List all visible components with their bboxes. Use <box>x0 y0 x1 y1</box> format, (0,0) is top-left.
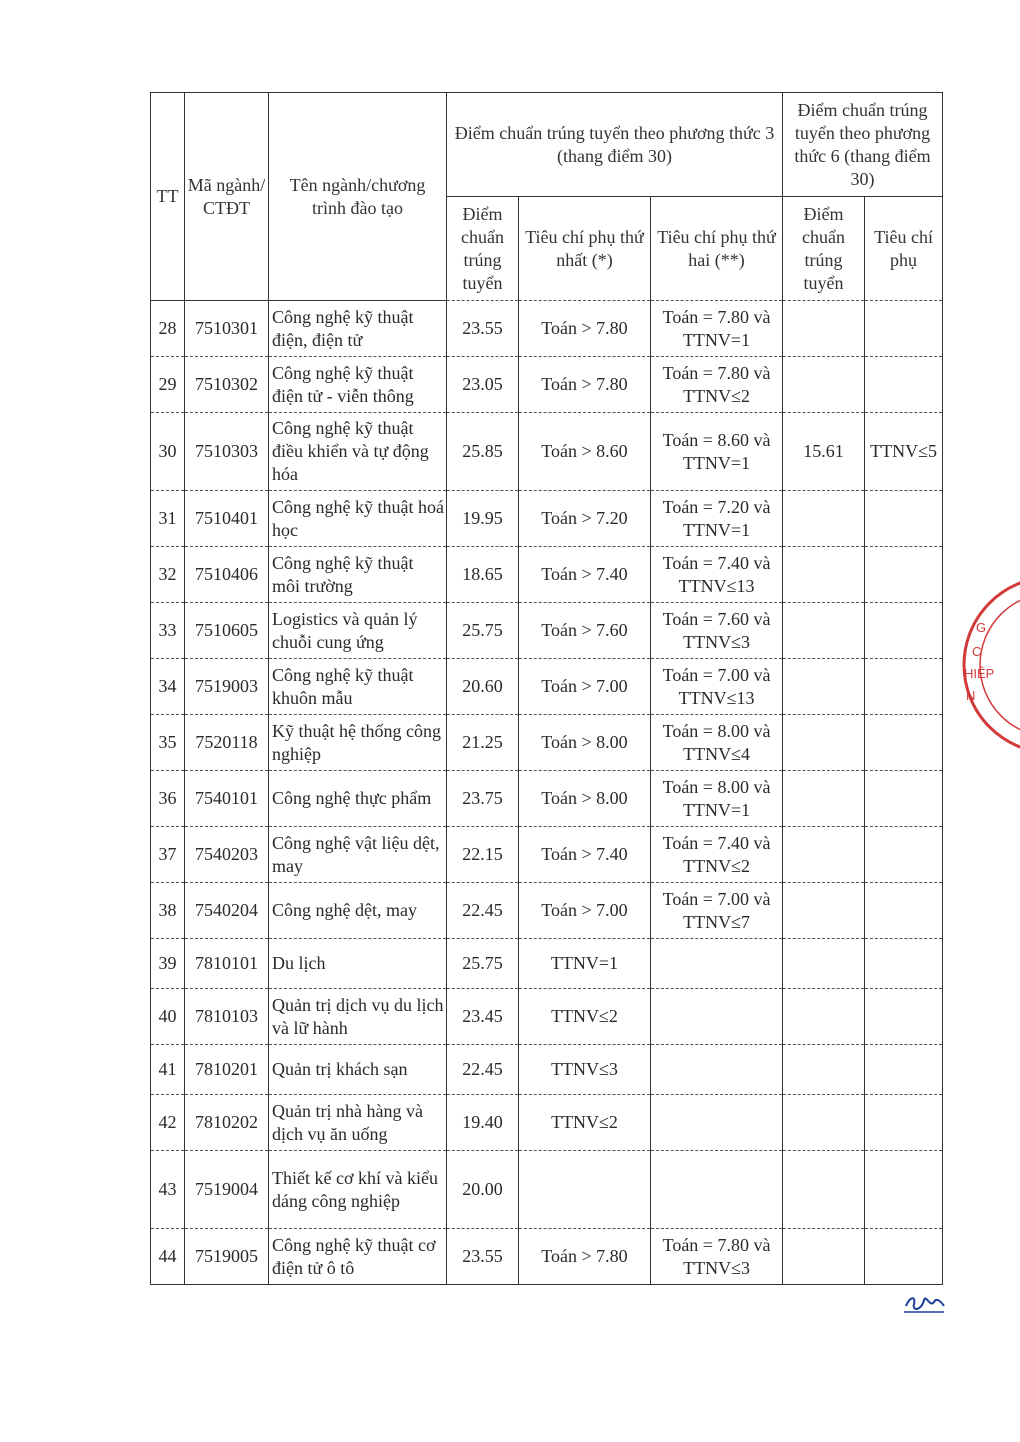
row-criterion-2: Toán = 8.60 và TTNV=1 <box>651 413 783 491</box>
row-criterion-2: Toán = 8.00 và TTNV≤4 <box>651 715 783 771</box>
row-code: 7510302 <box>185 357 269 413</box>
row-score-method6 <box>783 1229 865 1285</box>
row-criterion-method6 <box>865 1151 943 1229</box>
row-score-method6 <box>783 939 865 989</box>
red-seal-stamp <box>962 570 1020 760</box>
row-criterion-2: Toán = 7.40 và TTNV≤2 <box>651 827 783 883</box>
row-tt: 34 <box>151 659 185 715</box>
row-tt: 41 <box>151 1045 185 1095</box>
row-tt: 35 <box>151 715 185 771</box>
row-criterion-method6 <box>865 1045 943 1095</box>
row-criterion-method6 <box>865 1095 943 1151</box>
row-score-method6 <box>783 715 865 771</box>
row-tt: 30 <box>151 413 185 491</box>
row-score-method6: 15.61 <box>783 413 865 491</box>
row-score-method3: 23.05 <box>447 357 519 413</box>
row-criterion-method6 <box>865 1229 943 1285</box>
row-name: Công nghệ vật liệu dệt, may <box>269 827 447 883</box>
row-criterion-2 <box>651 939 783 989</box>
row-criterion-1: Toán > 7.80 <box>519 357 651 413</box>
row-score-method3: 20.00 <box>447 1151 519 1229</box>
signature-mark-icon <box>900 1290 948 1316</box>
row-tt: 37 <box>151 827 185 883</box>
row-criterion-1: Toán > 7.00 <box>519 659 651 715</box>
row-score-method6 <box>783 1151 865 1229</box>
header-code: Mã ngành/ CTĐT <box>185 93 269 301</box>
row-score-method6 <box>783 1045 865 1095</box>
row-code: 7540203 <box>185 827 269 883</box>
row-score-method3: 22.15 <box>447 827 519 883</box>
row-score-method3: 19.95 <box>447 491 519 547</box>
row-tt: 32 <box>151 547 185 603</box>
table-row <box>151 989 943 1045</box>
row-code: 7510301 <box>185 301 269 357</box>
row-criterion-1: Toán > 7.40 <box>519 827 651 883</box>
row-criterion-method6 <box>865 715 943 771</box>
row-tt: 29 <box>151 357 185 413</box>
row-criterion-1: Toán > 7.60 <box>519 603 651 659</box>
row-criterion-1: Toán > 7.80 <box>519 301 651 357</box>
row-score-method6 <box>783 989 865 1045</box>
row-criterion-2: Toán = 7.40 và TTNV≤13 <box>651 547 783 603</box>
row-criterion-method6 <box>865 771 943 827</box>
row-name: Công nghệ kỹ thuật môi trường <box>269 547 447 603</box>
row-code: 7810101 <box>185 939 269 989</box>
table-row <box>151 301 943 357</box>
row-code: 7520118 <box>185 715 269 771</box>
row-code: 7810202 <box>185 1095 269 1151</box>
row-criterion-method6 <box>865 547 943 603</box>
row-score-method3: 18.65 <box>447 547 519 603</box>
row-name: Công nghệ kỹ thuật điện tử - viễn thông <box>269 357 447 413</box>
table-body <box>151 301 943 1285</box>
row-tt: 40 <box>151 989 185 1045</box>
row-criterion-2: Toán = 7.00 và TTNV≤7 <box>651 883 783 939</box>
row-criterion-2 <box>651 989 783 1045</box>
row-criterion-1 <box>519 1151 651 1229</box>
stamp-fragment: N <box>966 688 976 703</box>
seal-ring-icon <box>962 570 1020 760</box>
row-criterion-2: Toán = 7.20 và TTNV=1 <box>651 491 783 547</box>
row-code: 7510406 <box>185 547 269 603</box>
header-method3: Điểm chuẩn trúng tuyển theo phương thức 3 (thang điểm 30) <box>447 93 783 197</box>
row-criterion-2 <box>651 1045 783 1095</box>
row-criterion-2: Toán = 7.60 và TTNV≤3 <box>651 603 783 659</box>
row-name: Quản trị dịch vụ du lịch và lữ hành <box>269 989 447 1045</box>
row-code: 7540204 <box>185 883 269 939</box>
header-score-method3: Điểm chuẩn trúng tuyển <box>447 197 519 301</box>
row-tt: 43 <box>151 1151 185 1229</box>
table-row <box>151 883 943 939</box>
row-name: Kỹ thuật hệ thống công nghiệp <box>269 715 447 771</box>
table-row <box>151 1095 943 1151</box>
admission-score-table <box>150 92 943 1285</box>
header-name: Tên ngành/chương trình đào tạo <box>269 93 447 301</box>
row-score-method6 <box>783 659 865 715</box>
row-code: 7540101 <box>185 771 269 827</box>
row-score-method6 <box>783 301 865 357</box>
table-row <box>151 1151 943 1229</box>
stamp-fragment: G <box>976 620 987 635</box>
row-score-method3: 21.25 <box>447 715 519 771</box>
row-criterion-method6 <box>865 827 943 883</box>
row-tt: 38 <box>151 883 185 939</box>
row-criterion-method6 <box>865 883 943 939</box>
row-score-method6 <box>783 547 865 603</box>
table-row <box>151 827 943 883</box>
row-criterion-1: Toán > 7.80 <box>519 1229 651 1285</box>
row-criterion-2 <box>651 1095 783 1151</box>
row-tt: 42 <box>151 1095 185 1151</box>
row-score-method3: 20.60 <box>447 659 519 715</box>
row-name: Công nghệ kỹ thuật điều khiển và tự động hóa <box>269 413 447 491</box>
stamp-fragment: C <box>972 644 982 659</box>
row-name: Du lịch <box>269 939 447 989</box>
row-criterion-1: Toán > 8.60 <box>519 413 651 491</box>
row-name: Logistics và quản lý chuỗi cung ứng <box>269 603 447 659</box>
row-score-method6 <box>783 603 865 659</box>
row-criterion-method6 <box>865 603 943 659</box>
row-name: Công nghệ kỹ thuật cơ điện tử ô tô <box>269 1229 447 1285</box>
row-score-method3: 25.75 <box>447 603 519 659</box>
row-tt: 36 <box>151 771 185 827</box>
row-name: Công nghệ dệt, may <box>269 883 447 939</box>
row-code: 7510303 <box>185 413 269 491</box>
row-criterion-1: TTNV=1 <box>519 939 651 989</box>
row-name: Công nghệ kỹ thuật điện, điện tử <box>269 301 447 357</box>
row-score-method3: 19.40 <box>447 1095 519 1151</box>
row-criterion-2: Toán = 7.00 và TTNV≤13 <box>651 659 783 715</box>
row-score-method3: 23.45 <box>447 989 519 1045</box>
row-code: 7810103 <box>185 989 269 1045</box>
admission-score-table-container <box>150 92 942 1285</box>
row-criterion-method6 <box>865 989 943 1045</box>
table-row <box>151 1229 943 1285</box>
row-score-method6 <box>783 491 865 547</box>
row-criterion-1: TTNV≤2 <box>519 989 651 1045</box>
row-score-method6 <box>783 771 865 827</box>
header-criterion-1: Tiêu chí phụ thứ nhất (*) <box>519 197 651 301</box>
row-criterion-2: Toán = 8.00 và TTNV=1 <box>651 771 783 827</box>
row-criterion-2: Toán = 7.80 và TTNV≤2 <box>651 357 783 413</box>
row-criterion-method6 <box>865 301 943 357</box>
row-score-method3: 22.45 <box>447 883 519 939</box>
row-score-method3: 23.55 <box>447 301 519 357</box>
row-criterion-2: Toán = 7.80 và TTNV≤3 <box>651 1229 783 1285</box>
row-name: Công nghệ kỹ thuật hoá học <box>269 491 447 547</box>
table-row <box>151 715 943 771</box>
row-code: 7519003 <box>185 659 269 715</box>
table-row <box>151 491 943 547</box>
row-criterion-method6: TTNV≤5 <box>865 413 943 491</box>
row-criterion-2: Toán = 7.80 và TTNV=1 <box>651 301 783 357</box>
row-criterion-1: Toán > 7.00 <box>519 883 651 939</box>
row-tt: 28 <box>151 301 185 357</box>
row-tt: 44 <box>151 1229 185 1285</box>
table-row <box>151 357 943 413</box>
header-score-method6: Điểm chuẩn trúng tuyển <box>783 197 865 301</box>
row-score-method3: 23.55 <box>447 1229 519 1285</box>
row-code: 7510401 <box>185 491 269 547</box>
row-name: Công nghệ kỹ thuật khuôn mẫu <box>269 659 447 715</box>
row-criterion-method6 <box>865 357 943 413</box>
row-name: Quản trị nhà hàng và dịch vụ ăn uống <box>269 1095 447 1151</box>
table-row <box>151 547 943 603</box>
header-tt: TT <box>151 93 185 301</box>
row-criterion-method6 <box>865 939 943 989</box>
row-score-method6 <box>783 827 865 883</box>
row-score-method3: 25.85 <box>447 413 519 491</box>
row-criterion-1: TTNV≤2 <box>519 1095 651 1151</box>
row-criterion-1: Toán > 8.00 <box>519 715 651 771</box>
stamp-fragment: HIỆP <box>964 666 995 681</box>
row-name: Công nghệ thực phẩm <box>269 771 447 827</box>
row-score-method6 <box>783 357 865 413</box>
row-code: 7810201 <box>185 1045 269 1095</box>
header-criterion-method6: Tiêu chí phụ <box>865 197 943 301</box>
row-score-method3: 22.45 <box>447 1045 519 1095</box>
row-criterion-method6 <box>865 659 943 715</box>
row-name: Quản trị khách sạn <box>269 1045 447 1095</box>
row-criterion-1: Toán > 8.00 <box>519 771 651 827</box>
row-criterion-1: TTNV≤3 <box>519 1045 651 1095</box>
row-score-method6 <box>783 1095 865 1151</box>
row-code: 7510605 <box>185 603 269 659</box>
row-code: 7519005 <box>185 1229 269 1285</box>
row-tt: 31 <box>151 491 185 547</box>
row-criterion-1: Toán > 7.20 <box>519 491 651 547</box>
table-row <box>151 771 943 827</box>
row-score-method6 <box>783 883 865 939</box>
header-method6: Điểm chuẩn trúng tuyển theo phương thức 6 (thang điểm 30) <box>783 93 943 197</box>
row-criterion-method6 <box>865 491 943 547</box>
table-row <box>151 1045 943 1095</box>
row-score-method3: 25.75 <box>447 939 519 989</box>
header-criterion-2: Tiêu chí phụ thứ hai (**) <box>651 197 783 301</box>
table-row <box>151 413 943 491</box>
table-row <box>151 603 943 659</box>
row-code: 7519004 <box>185 1151 269 1229</box>
row-criterion-2 <box>651 1151 783 1229</box>
table-row <box>151 659 943 715</box>
row-tt: 39 <box>151 939 185 989</box>
row-name: Thiết kế cơ khí và kiểu dáng công nghiệp <box>269 1151 447 1229</box>
row-score-method3: 23.75 <box>447 771 519 827</box>
row-tt: 33 <box>151 603 185 659</box>
row-criterion-1: Toán > 7.40 <box>519 547 651 603</box>
table-row <box>151 939 943 989</box>
